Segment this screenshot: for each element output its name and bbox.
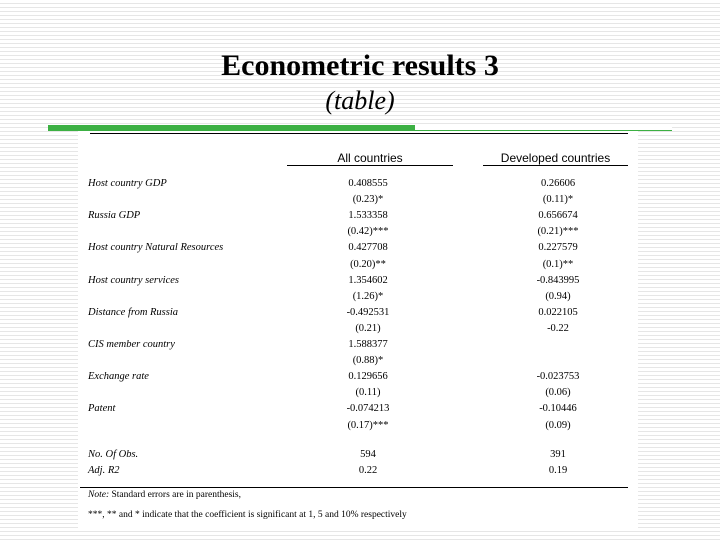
stats-row-developed-countries-value: 391	[550, 449, 566, 460]
stats-row-label: No. Of Obs.	[88, 449, 139, 460]
table-row-all-countries-value: 1.354602	[348, 274, 388, 286]
table-row-all-countries-value: (0.23)*	[352, 194, 384, 206]
table-row-all-countries-value: 0.427708	[348, 242, 388, 254]
table-row-developed-countries-value: (0.11)*	[542, 194, 574, 206]
table-row-all-countries-value: -0.074213	[346, 403, 390, 415]
table-row-developed-countries-value: -0.843995	[536, 274, 580, 286]
table-row-developed-countries-value: 0.022105	[538, 306, 578, 318]
table-row-all-countries-value: (0.88)*	[352, 355, 384, 367]
table-row-all-countries-value: (0.20)**	[350, 258, 386, 270]
table-row-label: Host country services	[88, 274, 179, 286]
slide-title: Econometric results 3	[221, 49, 499, 82]
table-row-developed-countries-value: 0.656674	[538, 210, 578, 222]
table-bottom-rule	[80, 487, 628, 488]
table-row-label: Russia GDP	[88, 210, 141, 222]
table-row-label: CIS member country	[88, 339, 175, 350]
table-row-all-countries-value: 0.408555	[348, 178, 388, 189]
table-row-developed-countries-value: (0.94)	[545, 290, 571, 302]
column-header-all-countries: All countries	[337, 151, 403, 165]
table-row-all-countries-value: (0.17)***	[347, 419, 389, 431]
table-row-all-countries-value: -0.492531	[346, 306, 390, 318]
stats-row-developed-countries-value: 0.19	[548, 465, 568, 476]
table-row-label: Distance from Russia	[88, 306, 179, 318]
table-row-developed-countries-value: (0.06)	[545, 387, 571, 399]
stats-row-label: Adj. R2	[88, 465, 120, 476]
table-row-developed-countries-value: (0.21)***	[537, 226, 579, 238]
note-text: Standard errors are in parenthesis,	[109, 490, 242, 500]
table-top-rule	[90, 133, 628, 134]
stats-row-all-countries-value: 0.22	[358, 465, 378, 476]
table-row-all-countries-value: (0.11)	[355, 387, 381, 399]
table-row-developed-countries-value: (0.09)	[545, 419, 571, 431]
table-row-all-countries-value: (0.21)	[355, 322, 381, 334]
column-header-rule-all	[287, 165, 453, 166]
table-row-developed-countries-value: 0.26606	[540, 178, 576, 189]
table-row-developed-countries-value: -0.10446	[539, 403, 577, 415]
table-row-developed-countries-value: (0.1)**	[542, 258, 574, 270]
column-header-rule-developed	[483, 165, 628, 166]
table-row-all-countries-value: 1.533358	[348, 210, 388, 222]
table-row-developed-countries-value: -0.023753	[536, 371, 580, 383]
note-prefix: Note:	[88, 490, 110, 500]
table-note	[88, 489, 241, 501]
table-row-label: Host country GDP	[88, 178, 167, 189]
table-row-all-countries-value: (0.42)***	[347, 226, 389, 238]
table-row-label: Exchange rate	[88, 371, 149, 383]
stats-row-all-countries-value: 594	[360, 449, 376, 460]
slide-subtitle: (table)	[325, 86, 395, 115]
table-row-developed-countries-value: 0.227579	[538, 242, 578, 254]
column-header-developed-countries: Developed countries	[500, 151, 611, 165]
results-table	[78, 131, 638, 531]
table-row-all-countries-value: 0.129656	[348, 371, 388, 383]
table-row-all-countries-value: (1.26)*	[352, 290, 384, 302]
table-row-developed-countries-value: -0.22	[547, 322, 569, 334]
table-row-label: Host country Natural Resources	[88, 242, 224, 254]
table-row-all-countries-value: 1.588377	[348, 339, 388, 350]
table-note-significance: ***, ** and * indicate that the coefficient is significant at 1, 5 and 10% respectively	[88, 510, 407, 520]
table-row-label: Patent	[88, 403, 116, 415]
